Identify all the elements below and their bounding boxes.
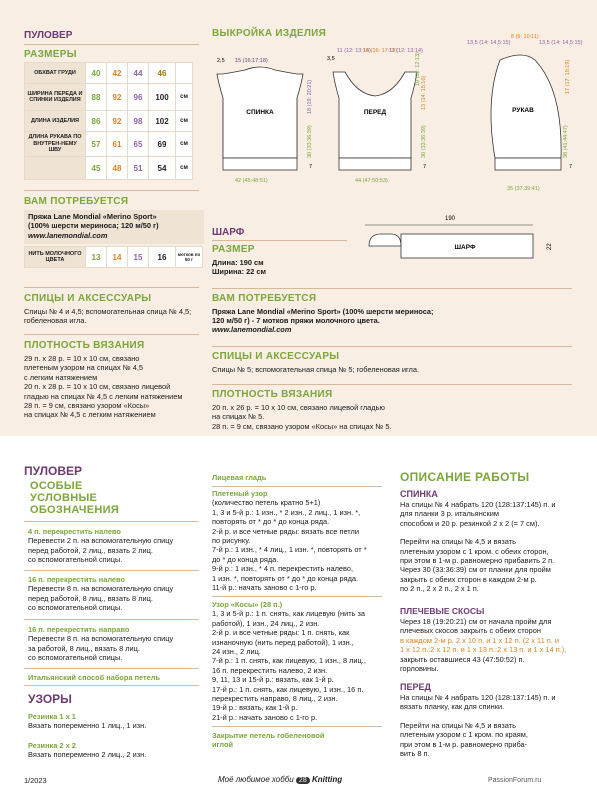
braids-pattern: Узор «Косы» (28 п.) 1, 3 и 5-й р.: 1 п. снять, как лицевую (нить за работой), 1 изн., 24 лиц., 2 изн. 2-й р. и все четные ряды: 1 п. снять, как изнаночную (нить перед работой), 1 изн., 24 изн., 2 лиц. 7-й р.: 1 п. снять, как лицевую, 1 изн., 8 лиц., 16 п. перекрестить налево, 2 изн. 9, 11, 13 и 15-й р.: вязать, как 1-й р. 17-й р.: 1 п. снять, как лицевую, 1 изн., 16 п. перекрестить направо, 8 лиц., 2 изн. 19-й р.: вязать, как 1-й р. 21-й р.: начать заново с 1-го р.: [212, 600, 366, 722]
table-row: ДЛИНА ИЗДЕЛИЯ 86 92 98 102 см: [25, 111, 193, 132]
watermark: PassionForum.ru: [488, 777, 542, 784]
scarf-diagram: [365, 208, 565, 268]
table-row: ШИРИНА ПЕРЕДА И СПИНКИ ИЗДЕЛИЯ 88 92 96 100 см: [25, 84, 193, 111]
svg-text:7: 7: [569, 164, 573, 170]
svg-text:13,5 (14: 14,5:15): 13,5 (14: 14,5:15): [539, 40, 583, 46]
pattern-diagram: [205, 34, 590, 200]
scarf-needles-heading: СПИЦЫ И АКСЕССУАРЫ: [212, 351, 340, 362]
back-label: СПИНКА: [246, 109, 274, 116]
svg-text:13 (14: 15:16): 13 (14: 15:16): [421, 75, 427, 110]
sizes-heading: РАЗМЕРЫ: [24, 49, 77, 60]
svg-text:11 (12: 13:14): 11 (12: 13:14): [337, 48, 371, 54]
scarf-size-heading: РАЗМЕР: [212, 244, 255, 255]
svg-text:7: 7: [423, 164, 427, 170]
front-label: ПЕРЕД: [363, 109, 387, 116]
svg-text:22: 22: [547, 243, 553, 250]
table-row: ДЛИНА РУКАВА ПО ВНУТРЕН-НЕМУ ШВУ 57 61 65 69 см: [25, 132, 193, 157]
table-row: ОБХВАТ ГРУДИ 40 42 44 46: [25, 63, 193, 84]
shoulder-instructions: Через 18 (19:20:21) см от начала пройм для плечевых скосов закрыть с обеих сторон в каждом 2-м р. 2 x 10 п. и 1 x 12 п. (2 x 11 п. и 1 x 12 п.:2 x 12 п. и 1 x 13 п.:2 x 13 п. и 1 x 14 п.), закрыть оставшиеся 43 (47:50:52) п. горловины.: [400, 617, 567, 674]
symbol-item: 4 п. перекрестить налево Перевести 2 п. на вспомогательную спицу перед работой, 2 лиц., вязать 2 лиц. со вспомогательной спицы.: [28, 527, 174, 565]
svg-text:44 (47:50:53): 44 (47:50:53): [355, 178, 388, 184]
svg-text:30 (33:36:39): 30 (33:36:39): [421, 125, 427, 158]
density-heading: ПЛОТНОСТЬ ВЯЗАНИЯ: [24, 340, 145, 351]
yarn-table: [24, 246, 203, 268]
sizes-table: [24, 62, 193, 180]
svg-text:8 (9: 10:11): 8 (9: 10:11): [511, 34, 539, 40]
col1-title: ПУЛОВЕР: [24, 464, 83, 478]
weave-pattern: Плетеный узор (количество петель кратно 5+1) 1, 3 и 5-й р.: 1 изн., * 2 изн., 2 лиц., 1 изн. *, повторять от * до * до конца ряда. 2-й р. и все четные ряды: вязать все петли по рисунку. 7-й р.: 1 изн., * 4 лиц., 1 изн. *, повторять от * до * до конца ряда. 9-й р.: 1 изн., * 4 п. перекрестить налево, 1 изн. *, повторять от * до * до конца ряда. 11-й р.: начать заново с 1-го р.: [212, 489, 367, 593]
table-row: НИТЬ МОЛОЧНОГО ЦВЕТА 13 14 15 16 мотков по 50 г: [25, 247, 203, 268]
pattern-heading: ВЫКРОЙКА ИЗДЕЛИЯ: [212, 28, 327, 39]
magazine-footer: Моё любимое хобби 28 Knitting: [218, 775, 343, 784]
svg-text:35 (37:39:41): 35 (37:39:41): [507, 186, 540, 192]
back-instructions: На спицы № 4 набрать 120 (128:137:145) п. и для планки 3 р. итальянским способом и 20 р. резинкой 2 x 2 (= 7 см). Перейти на спицы № 4,5 и вязать плетеным узором с 1 кром. с обеих сторон, при этом в 1-м р. равномерно прибавить 2 п. Через 30 (33:36:39) см от планки для пройм закрыть с обеих сторон в каждом 2-м р. по 2 п., 2 x 2 п., 2 x 1 п.: [400, 500, 556, 594]
svg-text:15 (16:17:18): 15 (16:17:18): [235, 58, 268, 64]
density-text: 29 п. x 28 р. = 10 x 10 см, связано плетеным узором на спицах № 4,5 с легким натяжением 20 п. x 28 р. = 10 x 10 см, связано лицевой гладью на спицах № 4,5 с легким натяжением 28 п. = 9 см, связано узором «Косы» на спицах № 4,5 с легким натяжением: [24, 354, 183, 420]
scarf-need-heading: ВАМ ПОТРЕБУЕТСЯ: [212, 293, 317, 304]
symbol-item: 16 п. перекрестить налево Перевести 8 п. на вспомогательную спицу перед работой, 8 лиц., вязать 8 лиц. со вспомогательной спицы.: [28, 575, 174, 613]
svg-text:17 (17: 18:19): 17 (17: 18:19): [565, 59, 571, 94]
svg-text:11 (12: 13:14): 11 (12: 13:14): [389, 48, 423, 54]
svg-text:3,5: 3,5: [327, 56, 335, 62]
table-row: 45 48 51 54 см: [25, 157, 193, 180]
svg-text:10 (11: 12:13): 10 (11: 12:13): [415, 52, 421, 86]
symbols-heading: ОСОБЫЕ УСЛОВНЫЕ ОБОЗНАЧЕНИЯ: [30, 480, 120, 516]
svg-text:42 (45:48:51): 42 (45:48:51): [235, 178, 268, 184]
front-instructions: На спицы № 4 набрать 120 (128:137:145) п. и вязать планку, как для спинки. Перейти на спицы № 4,5 и вязать плетеным узором с 1 кром. по краям, при этом в 1-м р. равномерно приба- вить 8 п.: [400, 693, 556, 759]
scarf-density-heading: ПЛОТНОСТЬ ВЯЗАНИЯ: [212, 389, 333, 400]
symbol-item: 16 п. перекрестить направо Перевести 8 п. на вспомогательную спицу за работой, 8 лиц., вязать 8 лиц. со вспомогательной спицы.: [28, 625, 174, 663]
scarf-label: ШАРФ: [454, 244, 476, 251]
issue-number: 1/2023: [24, 776, 47, 785]
need-heading: ВАМ ПОТРЕБУЕТСЯ: [24, 196, 129, 207]
svg-text:30 (33:36:39): 30 (33:36:39): [307, 125, 313, 158]
svg-text:18 (19: 20:21): 18 (19: 20:21): [307, 79, 313, 114]
svg-text:2,5: 2,5: [217, 58, 225, 64]
needles-heading: СПИЦЫ И АКСЕССУАРЫ: [24, 293, 152, 304]
svg-text:190: 190: [445, 216, 456, 222]
patterns-heading: УЗОРЫ: [28, 692, 72, 706]
description-heading: ОПИСАНИЕ РАБОТЫ: [400, 470, 530, 484]
scarf-heading: ШАРФ: [212, 227, 245, 238]
svg-text:13,5 (14: 14,5:15): 13,5 (14: 14,5:15): [467, 40, 511, 46]
svg-text:15 (16: 17:18): 15 (16: 17:18): [363, 48, 398, 54]
svg-text:7: 7: [309, 164, 313, 170]
scarf-density-text: 20 п. x 26 р. = 10 x 10 см, связано лицевой гладью на спицах № 5. 28 п. = 9 см, связано узором «Косы» на спицах № 5.: [212, 403, 392, 431]
svg-text:38 (41:44:47): 38 (41:44:47): [563, 125, 569, 158]
pullover-title: ПУЛОВЕР: [24, 30, 73, 41]
sleeve-label: РУКАВ: [512, 107, 534, 114]
